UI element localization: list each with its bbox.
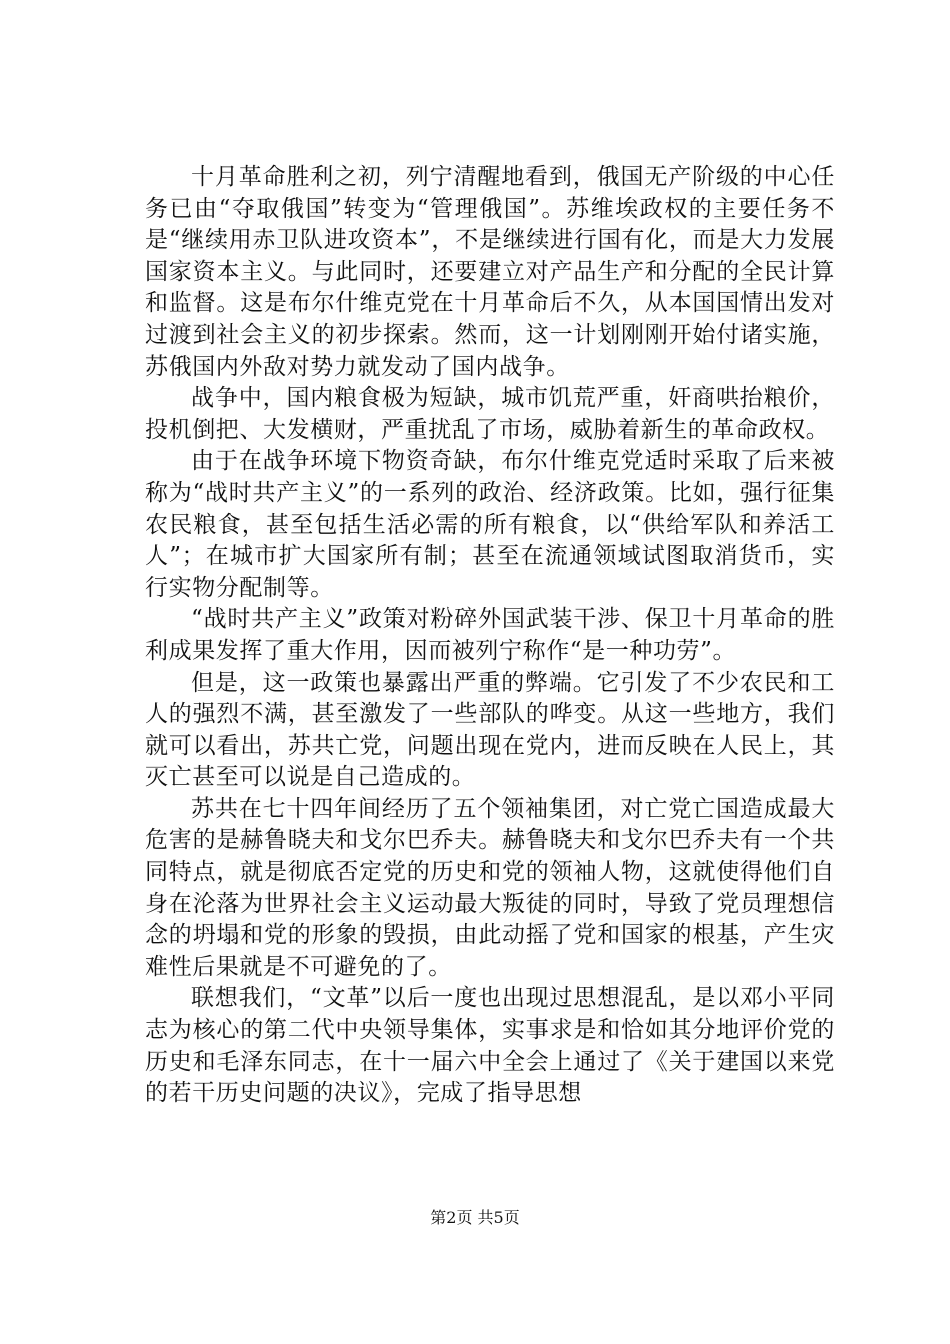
paragraph-5: 但是，这一政策也暴露出严重的弊端。它引发了不少农民和工人的强烈不满，甚至激发了一些部队的哗变。从这一些地方，我们就可以看出，苏共亡党，问题出现在党内，进而反映在人民上，其灭亡甚至可以说是自己造成的。 [145,669,835,791]
paragraph-3: 由于在战争环境下物资奇缺，布尔什维克党适时采取了后来被称为“战时共产主义”的一系列的政治、经济政策。比如，强行征集农民粮食，甚至包括生活必需的所有粮食，以“供给军队和养活工人”；在城市扩大国家所有制；甚至在流通领域试图取消货币，实行实物分配制等。 [145,448,835,601]
body-text [145,162,835,1110]
paragraph-2: 战争中，国内粮食极为短缺，城市饥荒严重，奸商哄抬粮价，投机倒把、大发横财，严重扰乱了市场，威胁着新生的革命政权。 [145,385,835,443]
paragraph-7: 联想我们，“文革”以后一度也出现过思想混乱，是以邓小平同志为核心的第二代中央领导集体，实事求是和恰如其分地评价党的历史和毛泽东同志，在十一届六中全会上通过了《关于建国以来党的若干历史问题的决议》，完成了指导思想 [145,985,835,1107]
paragraph-1: 十月革命胜利之初，列宁清醒地看到，俄国无产阶级的中心任务已由“夺取俄国”转变为“管理俄国”。苏维埃政权的主要任务不是“继续用赤卫队进攻资本”，不是继续进行国有化，而是大力发展国家资本主义。与此同时，还要建立对产品生产和分配的全民计算和监督。这是布尔什维克党在十月革命后不久，从本国国情出发对过渡到社会主义的初步探索。然而，这一计划刚刚开始付诸实施，苏俄国内外敌对势力就发动了国内战争。 [145,164,835,380]
paragraph-6: 苏共在七十四年间经历了五个领袖集团，对亡党亡国造成最大危害的是赫鲁晓夫和戈尔巴乔夫。赫鲁晓夫和戈尔巴乔夫有一个共同特点，就是彻底否定党的历史和党的领袖人物，这就使得他们自身在沦落为世界社会主义运动最大叛徒的同时，导致了党员理想信念的坍塌和党的形象的毁损，由此动摇了党和国家的根基，产生灾难性后果就是不可避免的了。 [145,795,835,980]
page-footer: 第2页 共5页 [430,1208,520,1227]
paragraph-4: “战时共产主义”政策对粉碎外国武装干涉、保卫十月革命的胜利成果发挥了重大作用，因而被列宁称作“是一种功劳”。 [145,606,835,664]
